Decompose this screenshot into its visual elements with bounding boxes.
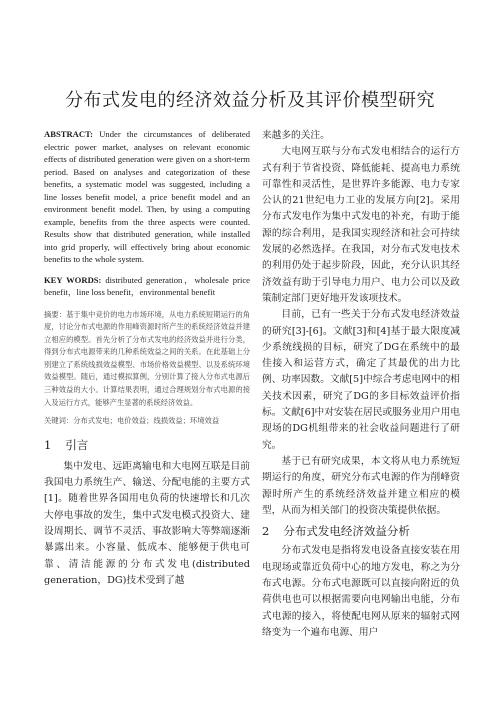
section-title: 引言 xyxy=(65,437,89,452)
intro-paragraph-2: 大电网互联与分布式发电相结合的运行方式有利于节省投资、降低能耗、提高电力系统可靠性和灵活性，是世界许多能源、电力专家公认的21世纪电力工业的发展方向[2]。采用分布式发电作为集中式发电的补充，有助于能源的综合利用，是我国实现经济和社会可持续发展的必然选择。在我国，对分布式发电技术的利用仍处于起步阶段，因此，充分认识其经济效益有助于引导电力用户、电力公司以及政策制定部门更好地开发该项技术。 xyxy=(262,146,460,304)
section-number: 1 xyxy=(44,437,52,452)
chinese-abstract: 摘要：基于集中竞价的电力市场环境，从电力系统短期运行的角度，讨论分布式电源的作用峰资源时所产生的系统经济效益并建立相应的模型。首先分析了分布式发电的经济效益并进行分类，得到分布式电源带来的几种系统效益之间的关系。在此基础上分别建立了系统线损效益模型、市场价格效益模型、以及系统环境效益模型。随后，通过模拟算例，分别计算了接入分布式电源后三种效益的大小。计算结果表明，通过合理规划分布式电源的接入及运行方式，能够产生显著的系统经济效益。 xyxy=(44,309,250,407)
keywords-text: distributed generation，wholesale price benefit，line loss benefit，environmental benefit xyxy=(44,274,250,297)
continued-paragraph: 来越多的关注。 xyxy=(262,130,330,141)
chinese-keywords: 关键词：分布式发电；电价效益；线损效益；环境效益 xyxy=(44,416,220,426)
intro-paragraph-4: 基于已有研究成果，本文将从电力系统短期运行的角度，研究分布式电源的作为削峰资源时所产生的系统经济效益并建立相应的模型，从而为相关部门的投资决策提供依据。 xyxy=(262,455,460,516)
section-title: 分布式发电经济效益分析 xyxy=(283,524,410,539)
section-number: 2 xyxy=(262,524,270,539)
english-keywords xyxy=(44,274,250,299)
section-2-heading xyxy=(262,523,460,539)
keywords-label: KEY WORDS: xyxy=(44,274,102,285)
section-1-heading xyxy=(44,437,250,453)
section-2-paragraph: 分布式发电是指将发电设备直接安装在用电现场或靠近负荷中心的地方发电，称之为分布式电源。分布式电源既可以直接向附近的负荷供电也可以根据需要向电网输出电能，分布式电源的接入，将使配电网从原来的辐射式网络变为一个遍布电源、用户 xyxy=(262,545,460,638)
intro-paragraph-3: 目前，已有一些关于分布式发电经济效益的研究[3]-[6]。文献[3]和[4]基于最大限度减少系统线损的目标，研究了DG在系统中的最佳接入和运营方式，确定了其最优的出力比例、功率因数。文献[5]中综合考虑电网中的相关技术因素，研究了DG的多目标效益评价指标。文献[6]中对安装在居民或服务业用户用电现场的DG机组带来的社会收益问题进行了研究。 xyxy=(262,309,460,451)
english-abstract xyxy=(44,128,250,266)
right-column xyxy=(262,128,460,641)
abstract-label: ABSTRACT: xyxy=(44,129,94,139)
left-column xyxy=(44,128,250,589)
section-1-paragraph: 集中发电、远距离输电和大电网互联是目前我国电力系统生产、输送、分配电能的主要方式[1]。随着世界各国用电负荷的快速增长和几次大停电事故的发生，集中式发电模式投资大、建设周期长、调节不灵活、事故影响大等弊端逐渐暴露出来。小容量、低成本、能够便于供电可靠、清洁能源的分布式发电(distributed generation，DG)技术受到了越 xyxy=(44,460,250,586)
paper-title: 分布式发电的经济效益分析及其评价模型研究 xyxy=(65,90,435,111)
abstract-text: Under the circumstances of deliberated electric power market, analyses on relevant economic effects of distributed generation were given on a short-term period. Based on analyses and categorization of these benefits, a systematic model was suggested, including a line losses benefit model, a price benefit model and an environment benefit model. Then, by using a computing example, benefits from the three aspects were counted. Results show that distributed generation, while installed into grid properly, will effectively bring about economic benefits to the whole system. xyxy=(44,129,250,264)
